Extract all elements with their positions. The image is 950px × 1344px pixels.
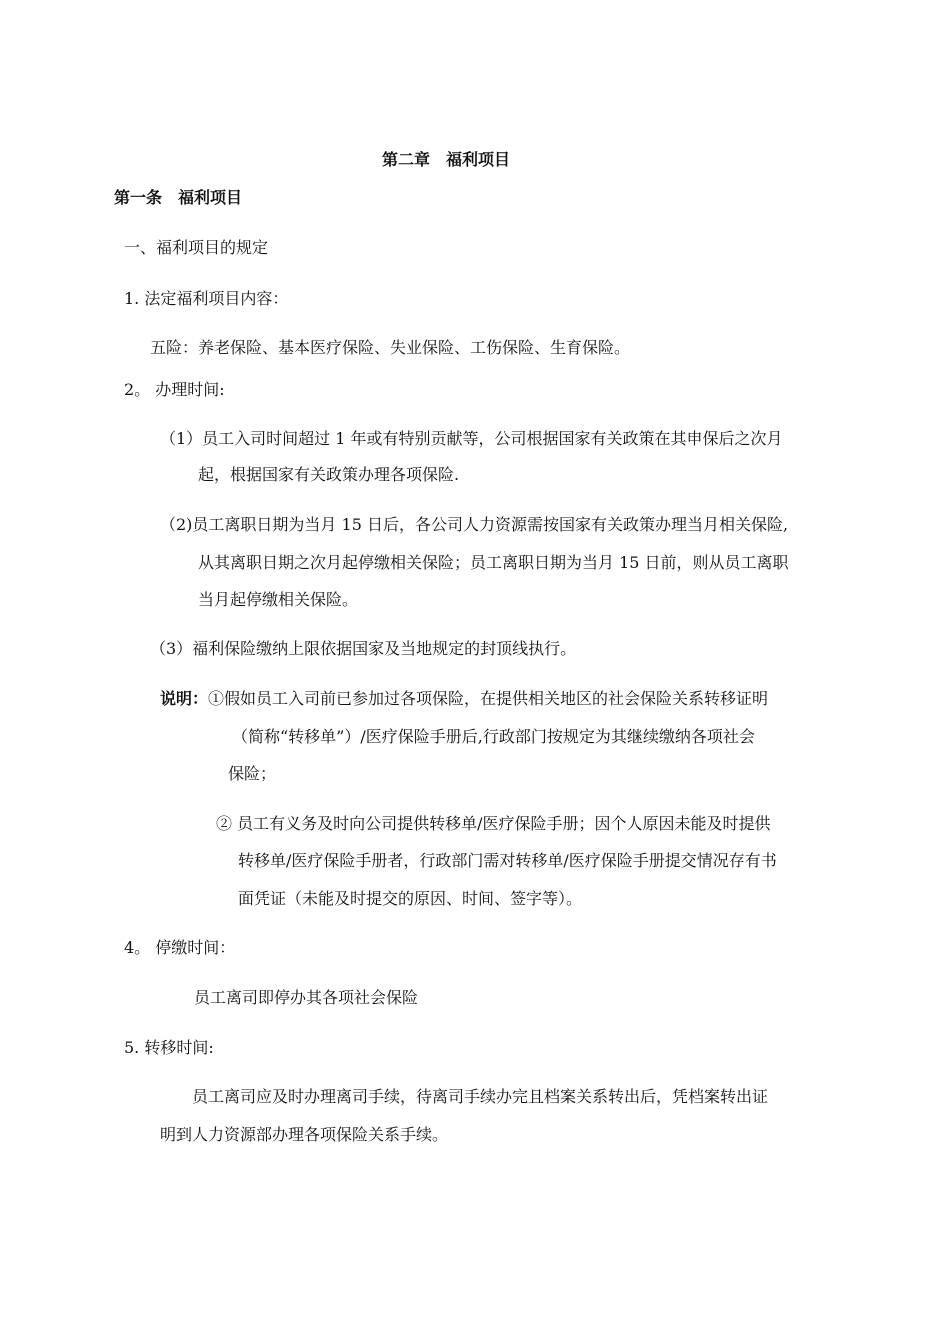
item5-line1: 员工离司应及时办理离司手续，待离司手续办完且档案关系转出后，凭档案转出证	[192, 1087, 769, 1106]
article-title: 第一条 福利项目	[114, 188, 243, 207]
item1-heading: 1. 法定福利项目内容：	[124, 289, 289, 308]
item2-p2-line3: 当月起停缴相关保险。	[198, 590, 359, 609]
item2-p1-line1: （1）员工入司时间超过 1 年或有特别贡献等，公司根据国家有关政策在其申保后之次月	[160, 429, 783, 448]
note-n2-line1: ② 员工有义务及时向公司提供转移单/医疗保险手册；因个人原因未能及时提供	[216, 814, 771, 833]
item5-heading: 5. 转移时间:	[124, 1038, 214, 1057]
item2-p2-line1: （2)员工离职日期为当月 15 日后，各公司人力资源需按国家有关政策办理当月相关保险,	[160, 515, 789, 534]
item2-p3: （3）福利保险缴纳上限依据国家及当地规定的封顶线执行。	[150, 639, 577, 658]
note-n2-line3: 面凭证（未能及时提交的原因、时间、签字等）。	[238, 889, 583, 908]
section-title: 一、福利项目的规定	[124, 238, 269, 257]
item5-line2: 明到人力资源部办理各项保险关系手续。	[160, 1125, 449, 1144]
item4-heading: 4。 停缴时间：	[124, 938, 236, 957]
note-n1-line3: 保险；	[228, 764, 277, 783]
item2-p2-line2: 从其离职日期之次月起停缴相关保险；员工离职日期为当月 15 日前，则从员工离职	[198, 553, 789, 572]
note-n1-line1: ①假如员工入司前已参加过各项保险，在提供相关地区的社会保险关系转移证明	[208, 689, 769, 708]
note-label: 说明：	[160, 689, 209, 708]
item2-heading: 2。 办理时间:	[124, 380, 225, 399]
chapter-title: 第二章 福利项目	[381, 150, 510, 169]
item2-p1-line2: 起，根据国家有关政策办理各项保险.	[198, 465, 460, 484]
item1-text: 五险：养老保险、基本医疗保险、失业保险、工伤保险、生育保险。	[150, 338, 631, 357]
item4-text: 员工离司即停办其各项社会保险	[194, 988, 419, 1007]
note-n1-line2: （简称“转移单”）/医疗保险手册后,行政部门按规定为其继续缴纳各项社会	[232, 727, 755, 746]
note-n2-line2: 转移单/医疗保险手册者，行政部门需对转移单/医疗保险手册提交情况存有书	[238, 851, 777, 870]
